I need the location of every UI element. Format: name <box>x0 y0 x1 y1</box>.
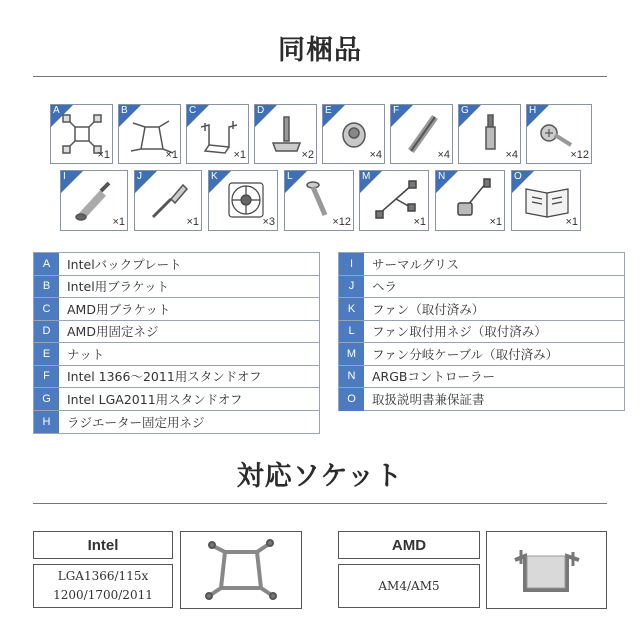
part-qty: ×4 <box>369 149 382 161</box>
part-qty: ×12 <box>332 216 351 228</box>
part-letter-badge: H <box>527 105 547 125</box>
legend-row-n: N ARGBコントローラー <box>339 366 624 389</box>
intel-bracket-icon <box>181 532 301 608</box>
intel-sockets <box>33 564 173 608</box>
part-letter-badge: K <box>209 171 229 191</box>
parts-legend-left <box>33 252 320 434</box>
legend-row-e: E ナット <box>34 343 319 366</box>
part-n <box>435 170 505 231</box>
part-g <box>458 104 521 164</box>
contents-title: 同梱品 <box>278 35 362 66</box>
part-letter-badge: N <box>436 171 456 191</box>
part-letter-badge: G <box>459 105 479 125</box>
part-i <box>60 170 128 231</box>
part-f <box>390 104 453 164</box>
intel-bracket-image <box>180 531 302 609</box>
part-qty: ×12 <box>570 149 589 161</box>
part-letter-badge: M <box>360 171 380 191</box>
part-qty: ×3 <box>262 216 275 228</box>
part-letter-badge: F <box>391 105 411 125</box>
part-letter-badge: E <box>323 105 343 125</box>
part-qty: ×1 <box>233 149 246 161</box>
legend-row-g: G Intel LGA2011用スタンドオフ <box>34 388 319 411</box>
amd-sockets <box>338 564 480 608</box>
part-qty: ×1 <box>489 216 502 228</box>
amd-sockets-line1: AM4/AM5 <box>378 578 440 593</box>
legend-row-i: I サーマルグリス <box>339 253 624 276</box>
part-letter-badge: B <box>119 105 139 125</box>
part-qty: ×2 <box>301 149 314 161</box>
part-e <box>322 104 385 164</box>
part-c <box>186 104 249 164</box>
part-letter-badge: J <box>135 171 155 191</box>
part-j <box>134 170 202 231</box>
part-qty: ×1 <box>413 216 426 228</box>
sockets-divider <box>33 503 607 504</box>
legend-row-k: K ファン（取付済み） <box>339 298 624 321</box>
part-letter-badge: D <box>255 105 275 125</box>
part-qty: ×1 <box>565 216 578 228</box>
part-o <box>511 170 581 231</box>
amd-header: AMD <box>338 531 480 559</box>
sockets-title: 対応ソケット <box>236 461 404 492</box>
legend-row-m: M ファン分岐ケーブル（取付済み） <box>339 343 624 366</box>
part-letter-badge: L <box>285 171 305 191</box>
part-letter-badge: I <box>61 171 81 191</box>
part-m <box>359 170 429 231</box>
part-letter-badge: O <box>512 171 532 191</box>
amd-bracket-icon <box>487 532 606 608</box>
part-qty: ×4 <box>437 149 450 161</box>
part-k <box>208 170 278 231</box>
part-d <box>254 104 317 164</box>
part-b <box>118 104 181 164</box>
parts-legend-right <box>338 252 625 411</box>
legend-row-b: B Intel用ブラケット <box>34 276 319 299</box>
part-a <box>50 104 113 164</box>
part-qty: ×1 <box>186 216 199 228</box>
part-l <box>284 170 354 231</box>
legend-row-d: D AMD用固定ネジ <box>34 321 319 344</box>
part-qty: ×1 <box>165 149 178 161</box>
intel-header: Intel <box>33 531 173 559</box>
legend-row-j: J ヘラ <box>339 276 624 299</box>
legend-row-c: C AMD用ブラケット <box>34 298 319 321</box>
legend-row-h: H ラジエーター固定用ネジ <box>34 411 319 434</box>
contents-divider <box>33 76 607 77</box>
amd-bracket-image <box>486 531 607 609</box>
part-h <box>526 104 592 164</box>
legend-row-f: F Intel 1366〜2011用スタンドオフ <box>34 366 319 389</box>
part-qty: ×4 <box>505 149 518 161</box>
part-qty: ×1 <box>97 149 110 161</box>
intel-sockets-line2: 1200/1700/2011 <box>53 588 153 602</box>
legend-row-o: O 取扱説明書兼保証書 <box>339 388 624 411</box>
part-letter-badge: A <box>51 105 71 125</box>
intel-sockets-line1: LGA1366/115x <box>57 569 149 583</box>
legend-row-l: L ファン取付用ネジ（取付済み） <box>339 321 624 344</box>
legend-row-a: A Intelバックプレート <box>34 253 319 276</box>
part-letter-badge: C <box>187 105 207 125</box>
part-qty: ×1 <box>112 216 125 228</box>
